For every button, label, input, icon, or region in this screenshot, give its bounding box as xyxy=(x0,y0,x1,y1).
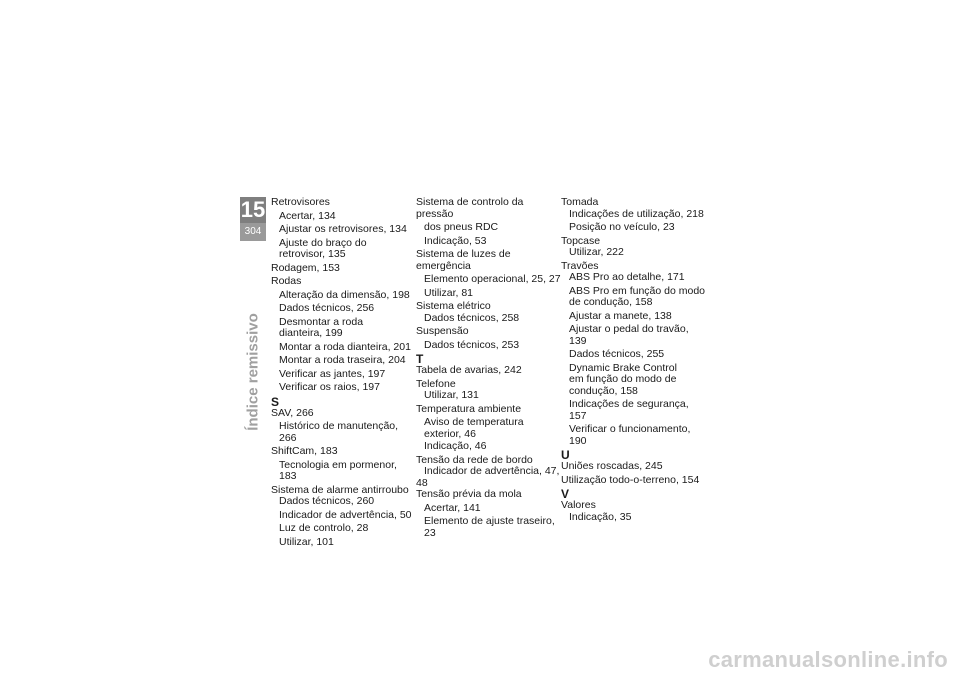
index-entry: Sistema de controlo da pressão dos pneus RDC Indicação, 53 xyxy=(416,196,524,247)
index-entry: SAV, 266 Histórico de manutenção, 266 xyxy=(271,406,399,444)
index-entry: Utilização todo-o-terreno, 154 xyxy=(561,473,700,486)
index-column-3 xyxy=(561,197,706,523)
index-entry: Sistema elétrico Dados técnicos, 258 xyxy=(416,300,520,324)
index-entry: Sistema de luzes de emergência Elemento operacional, 25, 27 Utilizar, 81 xyxy=(416,248,561,299)
index-letter-u: U xyxy=(561,448,570,462)
watermark: carmanualsonline.info xyxy=(708,647,948,672)
index-entry: Temperatura ambiente Aviso de temperatura exterior, 46 Indicação, 46 xyxy=(416,402,524,452)
chapter-number: 15 xyxy=(240,197,266,222)
index-entry: Tomada Indicações de utilização, 218 Posição no veículo, 23 xyxy=(561,196,704,233)
index-letter-s: S xyxy=(271,394,280,409)
index-entry: ShiftCam, 183 Tecnologia em pormenor, 183 xyxy=(271,445,397,482)
page-number: 304 xyxy=(240,223,266,241)
index-entry: Topcase Utilizar, 222 xyxy=(561,234,624,258)
index-entry: Travões ABS Pro ao detalhe, 171 ABS Pro em função do modo de condução, 158 Ajustar a manete, 138 Ajustar o pedal do travão, 139 Dados técnicos, 255 Dynamic Brake Control em função do modo de condução, 158 Indicações de segurança, 157 Verificar o funcionamento, 190 xyxy=(561,259,705,447)
chapter-tab xyxy=(240,197,266,241)
index-entry: Uniões roscadas, 245 xyxy=(561,460,663,472)
index-entry: Telefone Utilizar, 131 xyxy=(416,377,479,401)
index-letter-t: T xyxy=(416,352,424,366)
index-entry: Rodagem, 153 xyxy=(271,261,340,274)
index-entry: Sistema de alarme antirroubo Dados técnicos, 260 Indicador de advertência, 50 Luz de controlo, 28 Utilizar, 101 xyxy=(271,483,412,548)
index-entry: Tabela de avarias, 242 xyxy=(416,364,522,376)
index-entry: Tensão prévia da mola Acertar, 141 Elemento de ajuste traseiro, 23 xyxy=(416,488,555,539)
index-entry: Suspensão Dados técnicos, 253 xyxy=(416,325,520,351)
index-entry: Tensão da rede de bordo Indicador de advertência, 47, 48 xyxy=(416,453,560,489)
chapter-title: Índice remissivo xyxy=(244,313,262,431)
index-entry: Rodas Alteração da dimensão, 198 Dados técnicos, 256 Desmontar a roda dianteira, 199 Montar a roda dianteira, 201 Montar a roda traseira, 204 Verificar as jantes, 197 Verificar os raios, 197 xyxy=(271,275,411,393)
index-column-1 xyxy=(271,197,416,548)
index-letter-v: V xyxy=(561,487,570,501)
index-column-2 xyxy=(416,197,561,539)
index-entry: Retrovisores Acertar, 134 Ajustar os retrovisores, 134 Ajuste do braço do retrovisor, 135 xyxy=(271,196,407,260)
index-entry: Valores Indicação, 35 xyxy=(561,499,632,523)
